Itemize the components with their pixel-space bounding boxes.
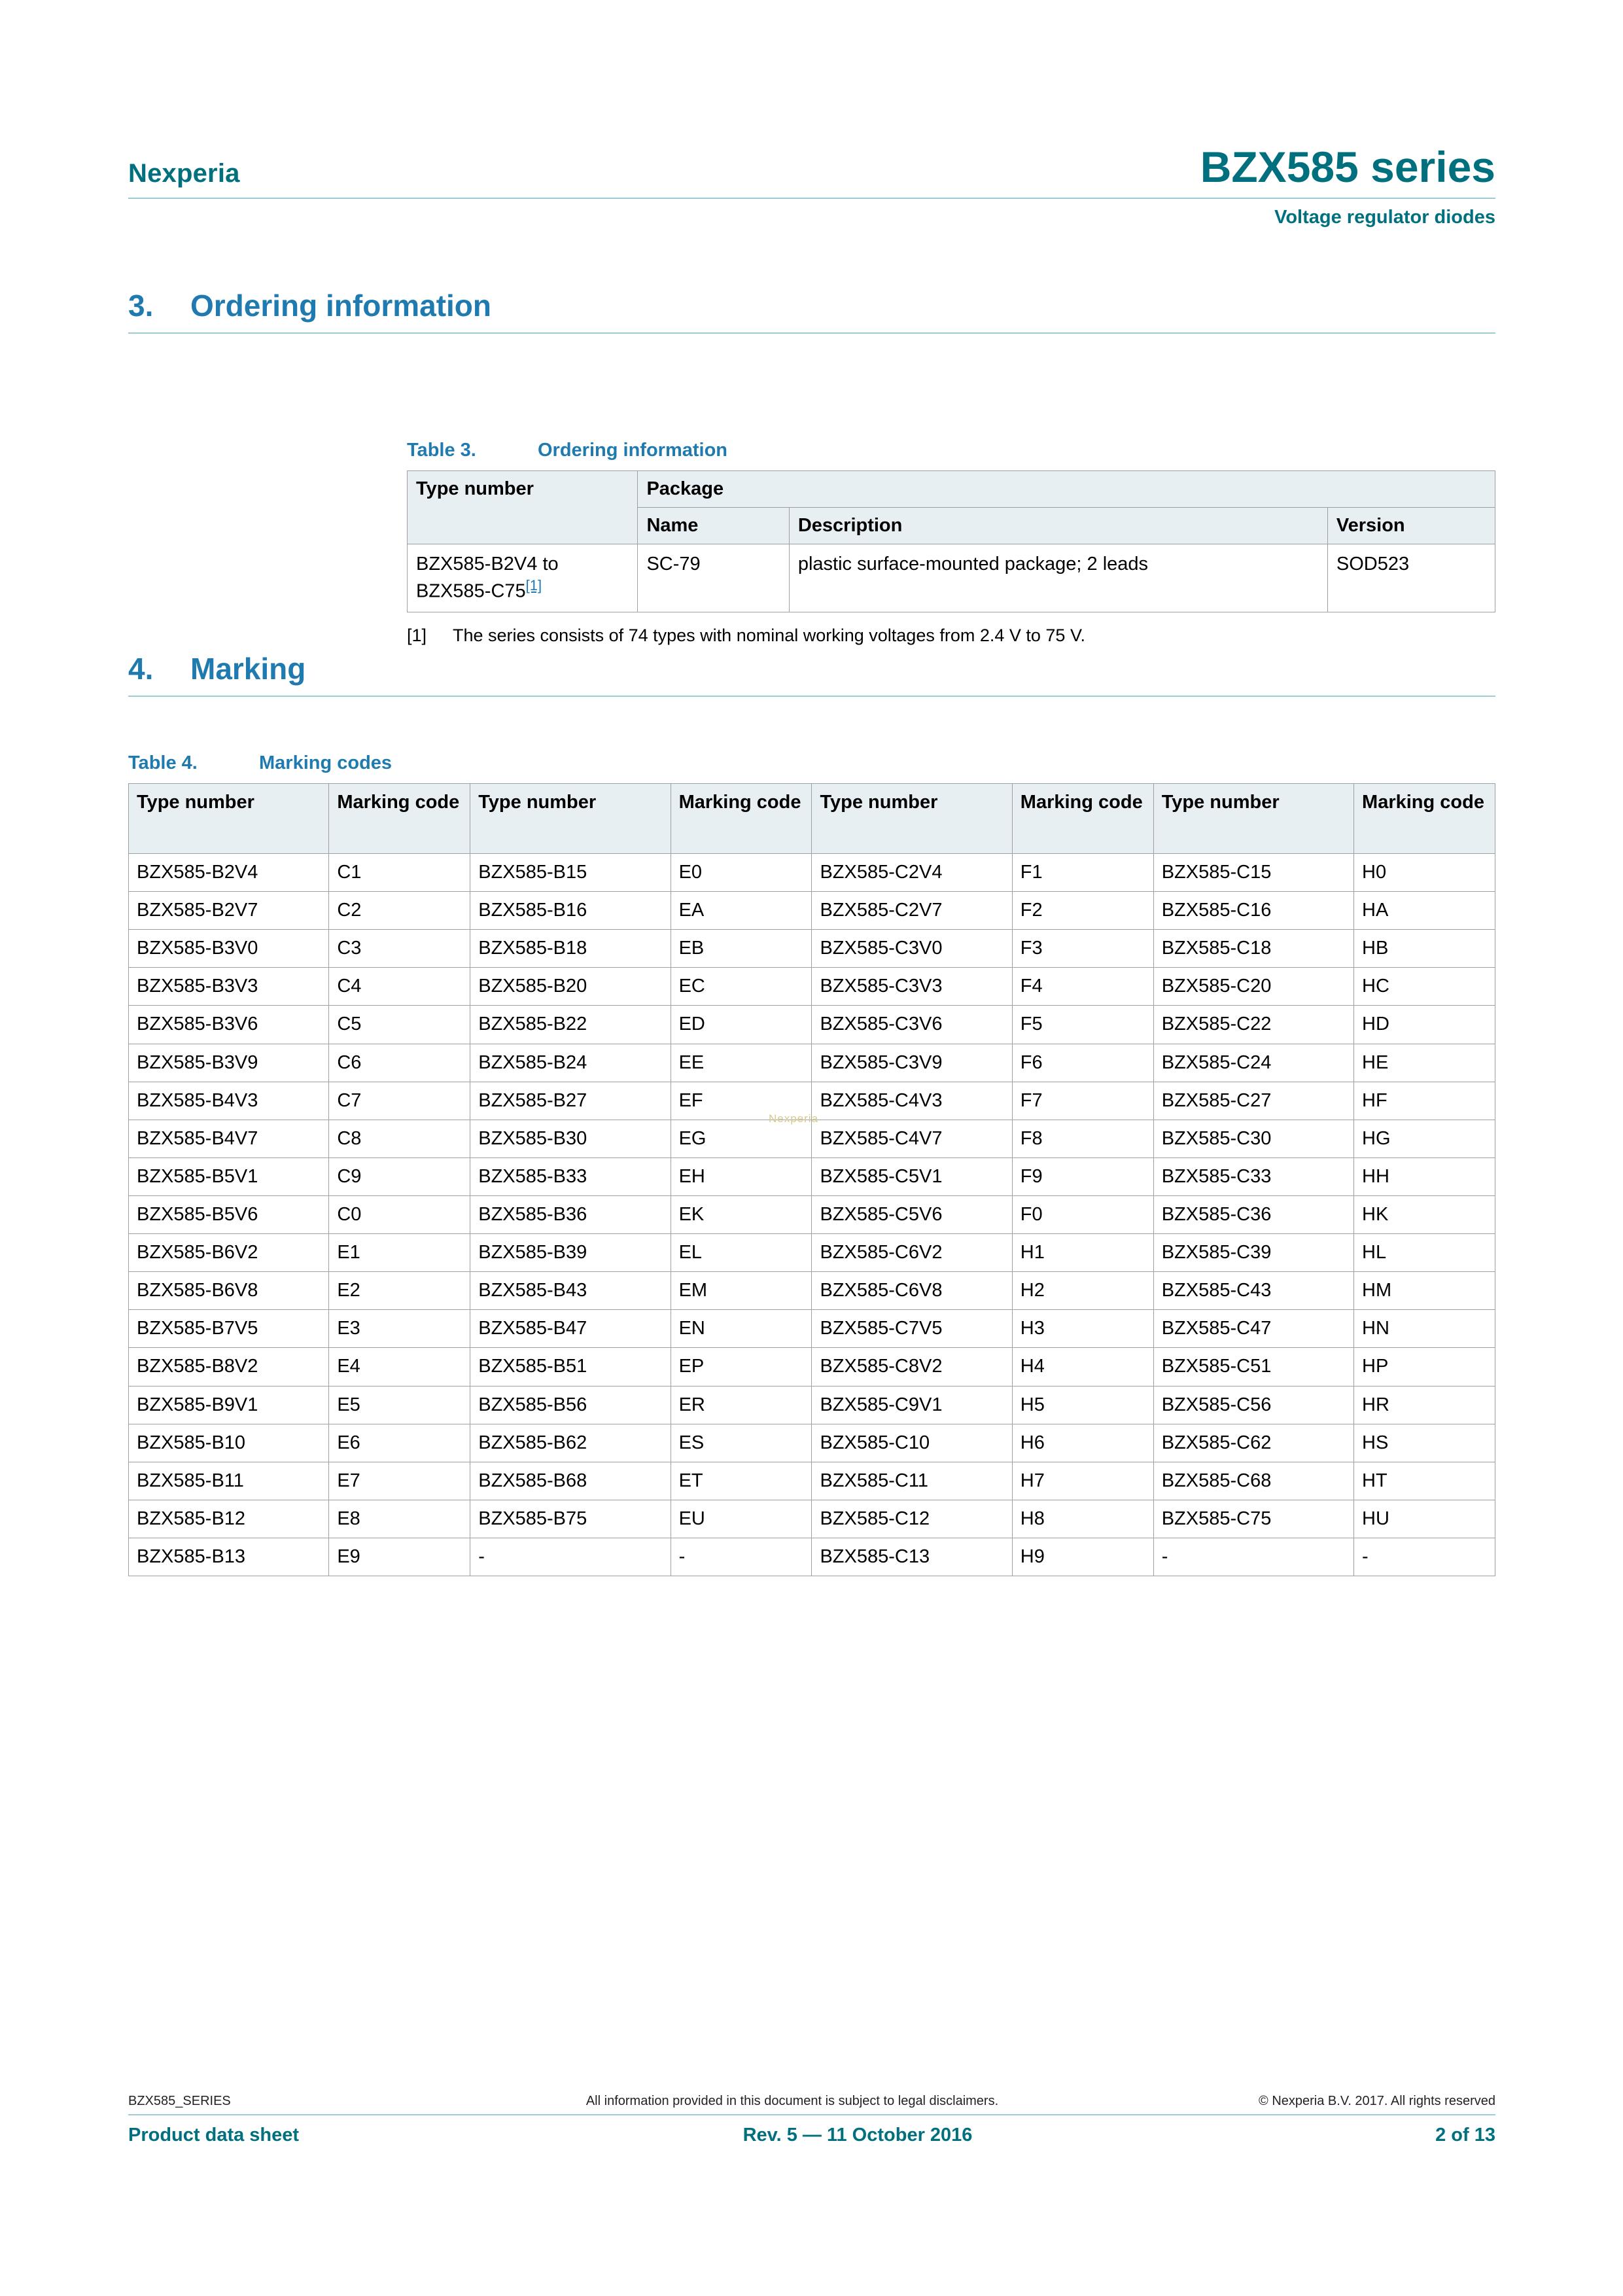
cell-type-number: BZX585-B20 xyxy=(470,968,671,1006)
header-package-version: Version xyxy=(1327,508,1495,544)
cell-marking-code: HK xyxy=(1354,1195,1495,1233)
table3-footnote xyxy=(407,626,1495,646)
cell-package-version: SOD523 xyxy=(1327,544,1495,612)
table-row xyxy=(408,544,1495,612)
header-marking-code: Marking code xyxy=(1354,784,1495,854)
footer-doc-id: BZX585_SERIES xyxy=(128,2094,231,2108)
cell-marking-code: E7 xyxy=(329,1462,470,1500)
cell-marking-code: E6 xyxy=(329,1424,470,1462)
section-title: Ordering information xyxy=(190,289,491,323)
table-row xyxy=(129,1272,1495,1310)
cell-type-number: BZX585-C12 xyxy=(812,1500,1012,1538)
cell-type-number: BZX585-C2V7 xyxy=(812,892,1012,930)
cell-marking-code: F5 xyxy=(1012,1006,1153,1044)
cell-marking-code: E0 xyxy=(671,854,812,892)
ordering-table xyxy=(407,470,1495,612)
header-marking-code: Marking code xyxy=(1012,784,1153,854)
ordering-information-block xyxy=(407,440,1495,646)
section-heading xyxy=(128,651,1495,686)
cell-type-number: BZX585-C2V4 xyxy=(812,854,1012,892)
footer-top-row xyxy=(128,2094,1495,2114)
header-type-number: Type number xyxy=(1153,784,1353,854)
cell-type-number: BZX585-B24 xyxy=(470,1044,671,1082)
cell-marking-code: HS xyxy=(1354,1424,1495,1462)
cell-marking-code: EU xyxy=(671,1500,812,1538)
page-header xyxy=(128,145,1495,228)
cell-type-number: BZX585-C8V2 xyxy=(812,1348,1012,1386)
cell-marking-code: EG xyxy=(671,1120,812,1157)
cell-marking-code: F8 xyxy=(1012,1120,1153,1157)
cell-marking-code: - xyxy=(1354,1538,1495,1576)
cell-marking-code: C8 xyxy=(329,1120,470,1157)
table4-caption xyxy=(128,752,1495,774)
section-ordering-information xyxy=(128,288,1495,334)
cell-type-number: BZX585-B15 xyxy=(470,854,671,892)
watermark: Nexperia xyxy=(769,1112,819,1125)
cell-type-number: BZX585-C51 xyxy=(1153,1348,1353,1386)
header-package: Package xyxy=(638,471,1495,508)
cell-marking-code: ER xyxy=(671,1386,812,1424)
brand-name: Nexperia xyxy=(128,159,240,188)
cell-marking-code: F7 xyxy=(1012,1082,1153,1120)
table-header-row xyxy=(408,471,1495,508)
cell-marking-code: HE xyxy=(1354,1044,1495,1082)
cell-marking-code: F2 xyxy=(1012,892,1153,930)
cell-marking-code: H2 xyxy=(1012,1272,1153,1310)
cell-marking-code: C3 xyxy=(329,930,470,968)
header-type-number: Type number xyxy=(129,784,329,854)
cell-marking-code: HL xyxy=(1354,1234,1495,1272)
cell-type-number: BZX585-B6V8 xyxy=(129,1272,329,1310)
cell-marking-code: C5 xyxy=(329,1006,470,1044)
cell-marking-code: HU xyxy=(1354,1500,1495,1538)
cell-type-number: BZX585-C68 xyxy=(1153,1462,1353,1500)
cell-type-number: BZX585-C11 xyxy=(812,1462,1012,1500)
cell-marking-code: EP xyxy=(671,1348,812,1386)
cell-type-number: BZX585-C6V2 xyxy=(812,1234,1012,1272)
cell-marking-code: ED xyxy=(671,1006,812,1044)
cell-type-number: BZX585-C3V6 xyxy=(812,1006,1012,1044)
table-row xyxy=(129,1044,1495,1082)
cell-marking-code: C9 xyxy=(329,1157,470,1195)
header-type-number: Type number xyxy=(812,784,1012,854)
table4-caption-number: Table 4. xyxy=(128,752,198,773)
cell-marking-code: HC xyxy=(1354,968,1495,1006)
cell-type-number: BZX585-B3V0 xyxy=(129,930,329,968)
cell-marking-code: H9 xyxy=(1012,1538,1153,1576)
cell-marking-code: EC xyxy=(671,968,812,1006)
cell-package-description: plastic surface-mounted package; 2 leads xyxy=(789,544,1327,612)
marking-table-body xyxy=(129,854,1495,1576)
header-package-description: Description xyxy=(789,508,1327,544)
table-row xyxy=(129,1348,1495,1386)
cell-type-number: BZX585-B2V4 xyxy=(129,854,329,892)
cell-type-number: BZX585-B3V9 xyxy=(129,1044,329,1082)
cell-type-number: BZX585-C13 xyxy=(812,1538,1012,1576)
marking-codes-block xyxy=(128,752,1495,1576)
cell-marking-code: H0 xyxy=(1354,854,1495,892)
section-divider xyxy=(128,332,1495,334)
header-type-number: Type number xyxy=(408,471,638,544)
cell-package-name: SC-79 xyxy=(638,544,789,612)
table-row xyxy=(129,968,1495,1006)
cell-marking-code: E9 xyxy=(329,1538,470,1576)
cell-type-number: BZX585-B9V1 xyxy=(129,1386,329,1424)
table-row xyxy=(129,1006,1495,1044)
cell-type-number: BZX585-B68 xyxy=(470,1462,671,1500)
cell-type-number: - xyxy=(1153,1538,1353,1576)
section-number: 3. xyxy=(128,289,154,323)
cell-marking-code: H1 xyxy=(1012,1234,1153,1272)
table-row xyxy=(129,1424,1495,1462)
cell-type-number: BZX585-B4V7 xyxy=(129,1120,329,1157)
cell-type-number: BZX585-C3V9 xyxy=(812,1044,1012,1082)
table-row xyxy=(129,1310,1495,1348)
cell-marking-code: HR xyxy=(1354,1386,1495,1424)
cell-type-number: BZX585-B16 xyxy=(470,892,671,930)
cell-type-number: BZX585-B11 xyxy=(129,1462,329,1500)
cell-marking-code: EB xyxy=(671,930,812,968)
cell-type-number: BZX585-B56 xyxy=(470,1386,671,1424)
cell-marking-code: E5 xyxy=(329,1386,470,1424)
cell-marking-code: F9 xyxy=(1012,1157,1153,1195)
cell-type-number: BZX585-C24 xyxy=(1153,1044,1353,1082)
cell-marking-code: EM xyxy=(671,1272,812,1310)
cell-marking-code: C1 xyxy=(329,854,470,892)
cell-marking-code: H6 xyxy=(1012,1424,1153,1462)
table-row xyxy=(129,1234,1495,1272)
cell-type-number: BZX585-B3V3 xyxy=(129,968,329,1006)
type-number-line2: BZX585-C75 xyxy=(416,580,526,602)
cell-type-number: BZX585-B33 xyxy=(470,1157,671,1195)
footnote-mark: [1] xyxy=(407,626,427,646)
footer-page-number: 2 of 13 xyxy=(1435,2125,1495,2146)
cell-type-number: BZX585-C33 xyxy=(1153,1157,1353,1195)
cell-type-number: BZX585-C36 xyxy=(1153,1195,1353,1233)
document-subtitle: Voltage regulator diodes xyxy=(1274,207,1495,228)
table-row xyxy=(129,1157,1495,1195)
cell-marking-code: H4 xyxy=(1012,1348,1153,1386)
cell-marking-code: F4 xyxy=(1012,968,1153,1006)
footnote-reference-link[interactable]: [1] xyxy=(525,577,542,594)
table-row xyxy=(129,1462,1495,1500)
cell-type-number: BZX585-C39 xyxy=(1153,1234,1353,1272)
cell-type-number: BZX585-B47 xyxy=(470,1310,671,1348)
cell-marking-code: EN xyxy=(671,1310,812,1348)
cell-marking-code: C2 xyxy=(329,892,470,930)
cell-type-number: BZX585-C47 xyxy=(1153,1310,1353,1348)
cell-marking-code: C4 xyxy=(329,968,470,1006)
cell-type-number: BZX585-C4V3 xyxy=(812,1082,1012,1120)
cell-type-number: BZX585-C22 xyxy=(1153,1006,1353,1044)
table-row xyxy=(129,1500,1495,1538)
cell-type-number: BZX585-C20 xyxy=(1153,968,1353,1006)
table-row xyxy=(129,1386,1495,1424)
cell-type-number: BZX585-C7V5 xyxy=(812,1310,1012,1348)
cell-type-number: BZX585-C9V1 xyxy=(812,1386,1012,1424)
section-marking xyxy=(128,651,1495,697)
cell-marking-code: H3 xyxy=(1012,1310,1153,1348)
cell-marking-code: C6 xyxy=(329,1044,470,1082)
document-title: BZX585 series xyxy=(1200,143,1495,191)
header-type-number: Type number xyxy=(470,784,671,854)
cell-marking-code: EH xyxy=(671,1157,812,1195)
header-row xyxy=(128,145,1495,195)
cell-type-number: BZX585-C5V6 xyxy=(812,1195,1012,1233)
cell-marking-code: HD xyxy=(1354,1006,1495,1044)
header-marking-code: Marking code xyxy=(329,784,470,854)
cell-marking-code: HM xyxy=(1354,1272,1495,1310)
cell-type-number: BZX585-C62 xyxy=(1153,1424,1353,1462)
cell-type-number: BZX585-B5V6 xyxy=(129,1195,329,1233)
footer-disclaimer: All information provided in this document is subject to legal disclaimers. xyxy=(585,2094,999,2108)
cell-type-number: BZX585-B13 xyxy=(129,1538,329,1576)
footer-doc-type: Product data sheet xyxy=(128,2125,300,2146)
cell-marking-code: EF xyxy=(671,1082,812,1120)
footer-revision: Rev. 5 — 11 October 2016 xyxy=(742,2125,973,2146)
section-divider xyxy=(128,696,1495,697)
cell-type-number xyxy=(408,544,638,612)
table3-caption-number: Table 3. xyxy=(407,440,476,461)
cell-marking-code: HF xyxy=(1354,1082,1495,1120)
section-heading xyxy=(128,288,1495,323)
footer-bottom-row xyxy=(128,2115,1495,2146)
cell-type-number: BZX585-C16 xyxy=(1153,892,1353,930)
cell-type-number: BZX585-C3V0 xyxy=(812,930,1012,968)
cell-marking-code: EK xyxy=(671,1195,812,1233)
cell-type-number: BZX585-B75 xyxy=(470,1500,671,1538)
cell-marking-code: HT xyxy=(1354,1462,1495,1500)
cell-marking-code: HN xyxy=(1354,1310,1495,1348)
cell-marking-code: F1 xyxy=(1012,854,1153,892)
cell-marking-code: E4 xyxy=(329,1348,470,1386)
table-row xyxy=(129,1538,1495,1576)
cell-marking-code: C7 xyxy=(329,1082,470,1120)
cell-marking-code: F6 xyxy=(1012,1044,1153,1082)
section-number: 4. xyxy=(128,652,154,686)
page-footer xyxy=(128,2094,1495,2146)
cell-type-number: BZX585-B3V6 xyxy=(129,1006,329,1044)
cell-marking-code: HA xyxy=(1354,892,1495,930)
cell-type-number: BZX585-B4V3 xyxy=(129,1082,329,1120)
cell-type-number: BZX585-B12 xyxy=(129,1500,329,1538)
table4-caption-text: Marking codes xyxy=(259,752,393,773)
table3-caption-text: Ordering information xyxy=(538,440,727,461)
cell-type-number: BZX585-B8V2 xyxy=(129,1348,329,1386)
cell-type-number: BZX585-B5V1 xyxy=(129,1157,329,1195)
cell-marking-code: F3 xyxy=(1012,930,1153,968)
cell-type-number: BZX585-C4V7 xyxy=(812,1120,1012,1157)
cell-marking-code: C0 xyxy=(329,1195,470,1233)
cell-type-number: BZX585-C18 xyxy=(1153,930,1353,968)
cell-type-number: BZX585-C27 xyxy=(1153,1082,1353,1120)
header-package-name: Name xyxy=(638,508,789,544)
table3-caption xyxy=(407,440,1495,461)
cell-type-number: BZX585-B36 xyxy=(470,1195,671,1233)
cell-type-number: BZX585-B62 xyxy=(470,1424,671,1462)
cell-type-number: BZX585-C75 xyxy=(1153,1500,1353,1538)
marking-codes-table xyxy=(128,783,1495,1576)
cell-marking-code: EE xyxy=(671,1044,812,1082)
cell-type-number: BZX585-C15 xyxy=(1153,854,1353,892)
cell-type-number: BZX585-C3V3 xyxy=(812,968,1012,1006)
table-row xyxy=(129,892,1495,930)
cell-marking-code: E1 xyxy=(329,1234,470,1272)
cell-type-number: BZX585-B2V7 xyxy=(129,892,329,930)
cell-marking-code: E3 xyxy=(329,1310,470,1348)
footnote-text: The series consists of 74 types with nominal working voltages from 2.4 V to 75 V. xyxy=(453,626,1085,646)
cell-marking-code: F0 xyxy=(1012,1195,1153,1233)
cell-type-number: BZX585-C10 xyxy=(812,1424,1012,1462)
cell-marking-code: E8 xyxy=(329,1500,470,1538)
cell-marking-code: - xyxy=(671,1538,812,1576)
cell-type-number: - xyxy=(470,1538,671,1576)
section-title: Marking xyxy=(190,652,306,686)
header-marking-code: Marking code xyxy=(671,784,812,854)
cell-type-number: BZX585-B18 xyxy=(470,930,671,968)
cell-type-number: BZX585-B51 xyxy=(470,1348,671,1386)
cell-marking-code: H8 xyxy=(1012,1500,1153,1538)
cell-type-number: BZX585-B39 xyxy=(470,1234,671,1272)
cell-marking-code: H5 xyxy=(1012,1386,1153,1424)
cell-marking-code: H7 xyxy=(1012,1462,1153,1500)
cell-type-number: BZX585-B30 xyxy=(470,1120,671,1157)
type-number-line1: BZX585-B2V4 to xyxy=(416,554,559,575)
cell-type-number: BZX585-C6V8 xyxy=(812,1272,1012,1310)
cell-marking-code: HP xyxy=(1354,1348,1495,1386)
cell-marking-code: E2 xyxy=(329,1272,470,1310)
cell-type-number: BZX585-C43 xyxy=(1153,1272,1353,1310)
table-row xyxy=(129,1195,1495,1233)
cell-marking-code: ES xyxy=(671,1424,812,1462)
table-row xyxy=(129,854,1495,892)
cell-marking-code: ET xyxy=(671,1462,812,1500)
cell-type-number: BZX585-C30 xyxy=(1153,1120,1353,1157)
cell-type-number: BZX585-C5V1 xyxy=(812,1157,1012,1195)
cell-type-number: BZX585-B6V2 xyxy=(129,1234,329,1272)
footer-copyright: © Nexperia B.V. 2017. All rights reserved xyxy=(1259,2094,1495,2108)
cell-type-number: BZX585-B10 xyxy=(129,1424,329,1462)
cell-type-number: BZX585-B7V5 xyxy=(129,1310,329,1348)
cell-marking-code: EL xyxy=(671,1234,812,1272)
cell-marking-code: HH xyxy=(1354,1157,1495,1195)
cell-marking-code: HG xyxy=(1354,1120,1495,1157)
table-row xyxy=(129,930,1495,968)
table-header-row xyxy=(129,784,1495,854)
cell-marking-code: HB xyxy=(1354,930,1495,968)
cell-marking-code: EA xyxy=(671,892,812,930)
cell-type-number: BZX585-B43 xyxy=(470,1272,671,1310)
cell-type-number: BZX585-B22 xyxy=(470,1006,671,1044)
cell-type-number: BZX585-C56 xyxy=(1153,1386,1353,1424)
cell-type-number: BZX585-B27 xyxy=(470,1082,671,1120)
